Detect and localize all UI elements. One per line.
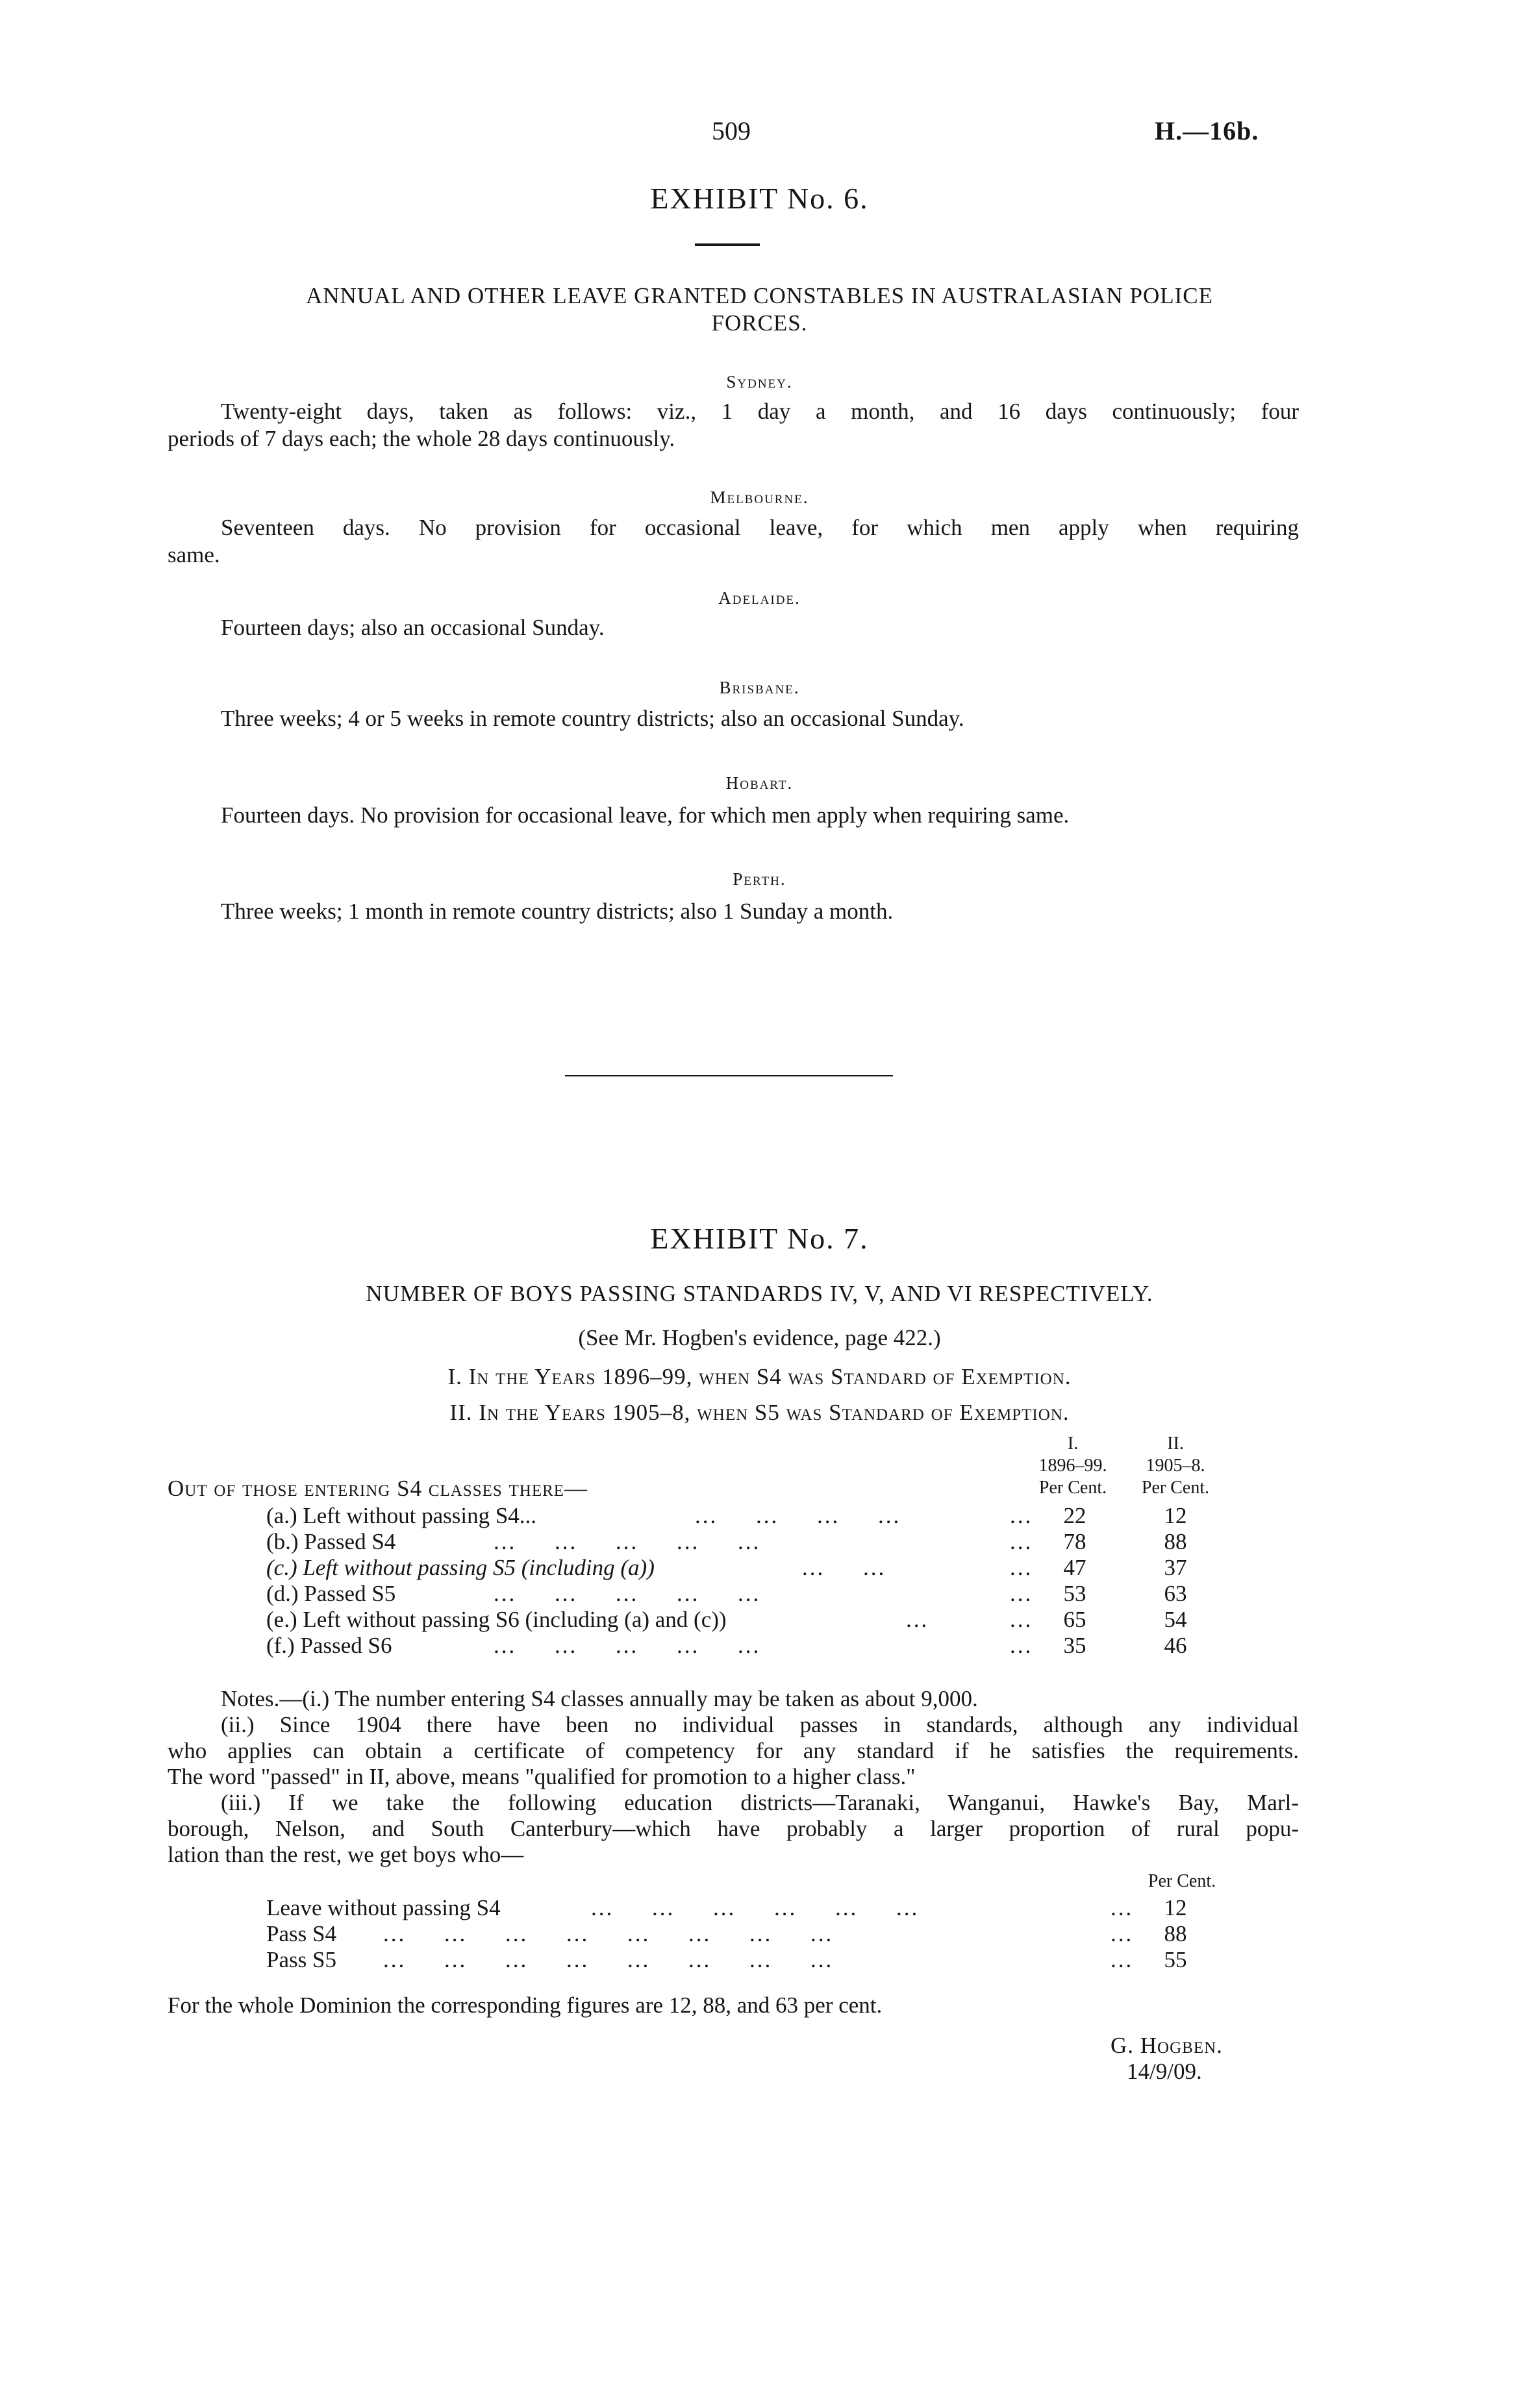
row-leader-dots-end: ... (1010, 1555, 1033, 1580)
row-label: (f.) Passed S6 (266, 1633, 392, 1658)
sydney-leave-text-line-2: periods of 7 days each; the whole 28 days continuously. (168, 426, 675, 451)
row-label: (b.) Passed S4 (266, 1529, 396, 1554)
row-leader-dots: ... ... ... ... ... (494, 1529, 761, 1554)
melbourne-leave-text-line-1: Seventeen days. No provision for occasional leave, for which men apply when requiring (221, 515, 1299, 540)
title-rule (695, 243, 760, 246)
perth-leave-text: Three weeks; 1 month in remote country districts; also 1 Sunday a month. (221, 899, 894, 924)
city-heading-hobart: Hobart. (725, 773, 794, 793)
row-leader-dots-end: ... (1010, 1529, 1033, 1554)
table-row (0, 1528, 1519, 1556)
row-value-per-cent: 55 (1164, 1947, 1187, 1972)
column-1-label: I. (1067, 1434, 1079, 1454)
column-2-unit: Per Cent. (1141, 1478, 1210, 1498)
city-heading-adelaide: Adelaide. (718, 588, 801, 608)
table-intro: Out of those entering S4 classes there— (168, 1476, 588, 1501)
row-value-1905-8: 54 (1164, 1607, 1187, 1632)
exhibit-7-title: EXHIBIT No. 7. (650, 1222, 869, 1255)
table-row (0, 1920, 1519, 1948)
row-value-1896-99: 35 (1063, 1633, 1086, 1658)
column-1-years: 1896–99. (1038, 1456, 1107, 1476)
row-leader-dots: ... ... ... ... ... ... ... ... (383, 1947, 834, 1972)
city-heading-perth: Perth. (733, 869, 786, 889)
period-2-heading: II. In the Years 1905–8, when S5 was Standard of Exemption. (449, 1400, 1070, 1425)
exhibit-6-heading-line-1: ANNUAL AND OTHER LEAVE GRANTED CONSTABLES IN AUSTRALASIAN POLICE (305, 283, 1214, 308)
exhibit-7-subheading: (See Mr. Hogben's evidence, page 422.) (578, 1325, 941, 1350)
city-heading-melbourne: Melbourne. (710, 488, 809, 507)
note-1: Notes.—(i.) The number entering S4 classes annually may be taken as about 9,000. (221, 1686, 978, 1711)
row-label: Pass S5 (266, 1947, 336, 1972)
row-leader-dots: ... ... ... ... ... ... (591, 1895, 920, 1920)
row-leader-dots: ... (906, 1607, 929, 1632)
column-1-unit: Per Cent. (1038, 1478, 1107, 1498)
row-label: (e.) Left without passing S6 (including (a) and (c)) (266, 1607, 727, 1632)
row-value-per-cent: 88 (1164, 1921, 1187, 1946)
row-label: (d.) Passed S5 (266, 1581, 396, 1606)
row-leader-dots-end: ... (1010, 1633, 1033, 1658)
page-number: 509 (712, 116, 751, 145)
row-value-1905-8: 46 (1164, 1633, 1187, 1658)
note-2-line-2: who applies can obtain a certificate of competency for any standard if he satisfies the requirements. (168, 1738, 1299, 1763)
note-2-line-1: (ii.) Since 1904 there have been no individual passes in standards, although any individual (221, 1712, 1299, 1737)
row-value-1896-99: 65 (1063, 1607, 1086, 1632)
exhibit-6-heading-line-2: FORCES. (711, 310, 808, 336)
document-reference: H.—16b. (1155, 116, 1259, 145)
row-value-1896-99: 78 (1063, 1529, 1086, 1554)
row-leader-dots: ... ... (802, 1555, 886, 1580)
column-2-label: II. (1167, 1434, 1184, 1454)
row-value-1905-8: 88 (1164, 1529, 1187, 1554)
brisbane-leave-text: Three weeks; 4 or 5 weeks in remote country districts; also an occasional Sunday. (221, 706, 964, 731)
signature-date: 14/9/09. (1127, 2059, 1202, 2084)
row-leader-dots: ... ... ... ... (695, 1503, 901, 1528)
period-1-heading: I. In the Years 1896–99, when S4 was Standard of Exemption. (447, 1364, 1072, 1389)
row-leader-dots-end: ... (1010, 1503, 1033, 1528)
melbourne-leave-text-line-2: same. (168, 542, 220, 567)
row-leader-dots-end: ... (1010, 1607, 1033, 1632)
table-row (0, 1894, 1519, 1922)
city-heading-brisbane: Brisbane. (719, 678, 800, 697)
row-value-1905-8: 12 (1164, 1503, 1187, 1528)
rural-table-unit: Per Cent. (1148, 1871, 1216, 1891)
table-row (0, 1946, 1519, 1974)
note-3-line-1: (iii.) If we take the following education districts—Taranaki, Wanganui, Hawke's Bay, Marl- (221, 1790, 1299, 1815)
row-value-1896-99: 22 (1063, 1503, 1086, 1528)
table-row (0, 1632, 1519, 1659)
row-value-1896-99: 53 (1063, 1581, 1086, 1606)
row-value-1905-8: 37 (1164, 1555, 1187, 1580)
exhibit-7-heading: NUMBER OF BOYS PASSING STANDARDS IV, V, AND VI RESPECTIVELY. (366, 1281, 1153, 1306)
hobart-leave-text: Fourteen days. No provision for occasional leave, for which men apply when requiring same. (221, 802, 1070, 828)
row-value-1905-8: 63 (1164, 1581, 1187, 1606)
row-leader-dots-end: ... (1111, 1921, 1134, 1946)
table-row (0, 1502, 1519, 1530)
note-3-line-2: borough, Nelson, and South Canterbury—which have probably a larger proportion of rural popu- (168, 1816, 1299, 1841)
row-leader-dots-end: ... (1111, 1895, 1134, 1920)
signature: G. Hogben. (1111, 2033, 1223, 2058)
row-leader-dots: ... ... ... ... ... (494, 1581, 761, 1606)
row-value-1896-99: 47 (1063, 1555, 1086, 1580)
row-leader-dots: ... ... ... ... ... (494, 1633, 761, 1658)
sydney-leave-text-line-1: Twenty-eight days, taken as follows: viz., 1 day a month, and 16 days continuously; four (221, 399, 1299, 424)
row-leader-dots-end: ... (1010, 1581, 1033, 1606)
table-row (0, 1580, 1519, 1607)
table-row (0, 1606, 1519, 1633)
row-leader-dots-end: ... (1111, 1947, 1134, 1972)
note-3-line-3: lation than the rest, we get boys who— (168, 1842, 524, 1867)
table-row (0, 1554, 1519, 1582)
row-label: (a.) Left without passing S4... (266, 1503, 537, 1528)
row-value-per-cent: 12 (1164, 1895, 1187, 1920)
row-leader-dots: ... ... ... ... ... ... ... ... (383, 1921, 834, 1946)
note-2-line-3: The word "passed" in II, above, means "qualified for promotion to a higher class." (168, 1764, 916, 1789)
row-label: Leave without passing S4 (266, 1895, 501, 1920)
adelaide-leave-text: Fourteen days; also an occasional Sunday. (221, 615, 605, 640)
exhibit-6-title: EXHIBIT No. 6. (650, 182, 869, 215)
row-label: Pass S4 (266, 1921, 336, 1946)
section-divider (565, 1075, 893, 1076)
dominion-figures: For the whole Dominion the corresponding figures are 12, 88, and 63 per cent. (168, 1992, 883, 2018)
column-2-years: 1905–8. (1146, 1456, 1205, 1476)
city-heading-sydney: Sydney. (726, 372, 793, 391)
row-label: (c.) Left without passing S5 (including (a)) (266, 1555, 655, 1580)
